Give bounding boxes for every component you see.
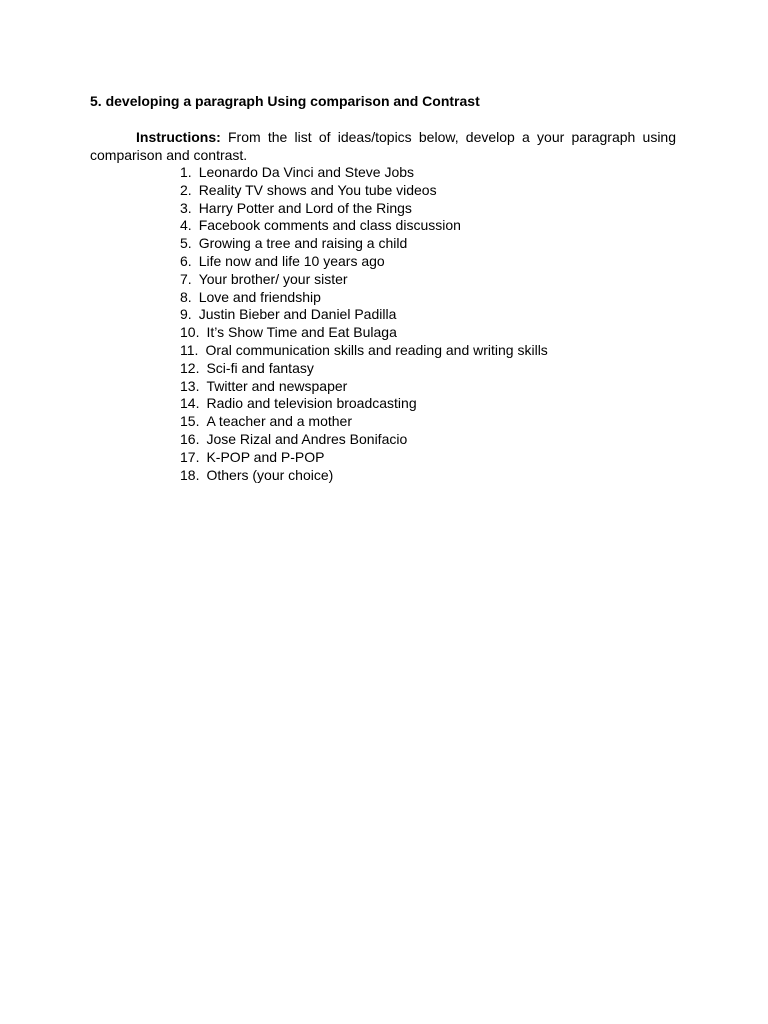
list-item [180, 271, 548, 289]
list-item-number: 11. [180, 341, 199, 358]
list-item-number: 2. [180, 181, 192, 198]
list-item-text: Oral communication skills and reading and writing skills [205, 341, 548, 358]
list-item-text: Jose Rizal and Andres Bonifacio [206, 430, 408, 447]
list-item-text: Sci-fi and fantasy [206, 359, 314, 376]
list-item [180, 217, 548, 235]
list-item-text: Leonardo Da Vinci and Steve Jobs [198, 164, 415, 180]
list-item [180, 200, 548, 218]
list-item-text: Love and friendship [198, 288, 321, 305]
list-item [180, 395, 548, 413]
list-item [180, 182, 548, 200]
list-item-number: 6. [180, 252, 192, 269]
list-item [180, 289, 548, 307]
list-item-text: Justin Bieber and Daniel Padilla [198, 306, 397, 323]
list-item-number: 5. [180, 235, 192, 252]
list-item [180, 164, 548, 182]
list-item-number: 4. [180, 217, 192, 234]
list-item-text: K-POP and P-POP [206, 448, 325, 465]
list-item [180, 431, 548, 449]
list-item-number: 18. [180, 466, 200, 483]
list-item-number: 7. [180, 270, 192, 287]
instructions-text: From the list of ideas/topics below, develop a your paragraph using comparison and contrast. [90, 129, 677, 163]
list-item-text: Harry Potter and Lord of the Rings [198, 199, 412, 216]
list-item [180, 378, 548, 396]
list-item [180, 324, 548, 342]
list-item-number: 10. [180, 324, 200, 341]
list-item-number: 13. [180, 377, 200, 394]
list-item-number: 14. [180, 395, 200, 412]
list-item-number: 16. [180, 430, 200, 447]
list-item-text: It’s Show Time and Eat Bulaga [206, 324, 397, 341]
list-item [180, 449, 548, 467]
list-item-text: Twitter and newspaper [206, 377, 348, 394]
list-item-text: A teacher and a mother [206, 413, 353, 430]
instructions-label: Instructions: [136, 129, 221, 145]
list-item-number: 9. [180, 306, 192, 323]
list-item [180, 306, 548, 324]
list-item [180, 360, 548, 378]
instructions-paragraph [90, 128, 676, 164]
list-item-text: Radio and television broadcasting [206, 395, 417, 412]
list-item [180, 342, 548, 360]
list-item-text: Others (your choice) [206, 466, 334, 483]
list-item [180, 467, 548, 485]
list-item-text: Reality TV shows and You tube videos [198, 181, 437, 198]
list-item-number: 1. [180, 164, 192, 180]
section-heading: 5. developing a paragraph Using comparison and Contrast [90, 93, 480, 109]
list-item-text: Life now and life 10 years ago [198, 252, 385, 269]
topic-list [180, 164, 548, 484]
list-item-text: Facebook comments and class discussion [198, 217, 461, 234]
list-item [180, 235, 548, 253]
list-item-number: 15. [180, 413, 200, 430]
list-item-text: Growing a tree and raising a child [198, 235, 408, 252]
list-item-text: Your brother/ your sister [198, 270, 348, 287]
list-item [180, 253, 548, 271]
list-item [180, 413, 548, 431]
list-item-number: 8. [180, 288, 192, 305]
list-item-number: 17. [180, 448, 200, 465]
list-item-number: 12. [180, 359, 200, 376]
list-item-number: 3. [180, 199, 192, 216]
